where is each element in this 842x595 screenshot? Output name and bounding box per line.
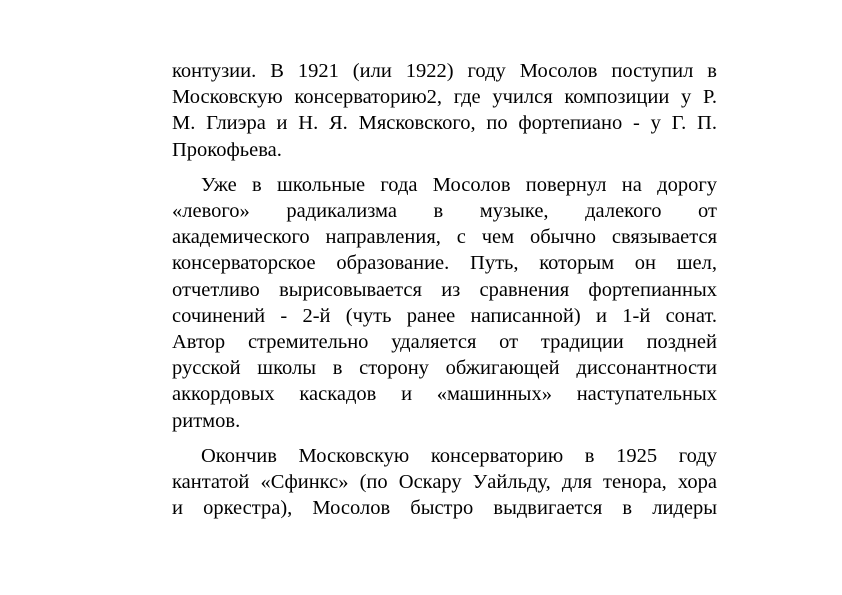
text-line: Прокофьева.	[172, 138, 282, 161]
text-line: «левого» радикализма в музыке, далекого от	[172, 200, 717, 223]
document-text	[172, 58, 717, 521]
text-line: русской школы в сторону обжигающей диссонантности	[172, 357, 717, 380]
text-line: кантатой «Сфинкс» (по Оскару Уайльду, для тенора, хора	[172, 471, 717, 494]
text-line: сочинений - 2-й (чуть ранее написанной) и 1-й сонат.	[172, 304, 717, 327]
text-line: и оркестра), Мосолов быстро выдвигается в лидеры	[172, 497, 717, 520]
text-line: консерваторское образование. Путь, которым он шел,	[172, 252, 717, 275]
text-line: контузии. В 1921 (или 1922) году Мосолов поступил в	[172, 60, 717, 82]
paragraph-2	[172, 172, 717, 434]
text-line: Окончив Московскую консерваторию в 1925 году	[201, 444, 717, 467]
text-line: Московскую консерваторию2, где учился композиции у Р.	[172, 86, 717, 109]
text-line: М. Глиэра и Н. Я. Мясковского, по фортепиано - у Г. П.	[172, 112, 717, 135]
paragraph-3	[172, 443, 717, 522]
text-line: Уже в школьные года Мосолов повернул на дорогу	[201, 173, 717, 196]
text-line: отчетливо вырисовывается из сравнения фортепианных	[172, 278, 717, 301]
text-line: ритмов.	[172, 409, 241, 432]
text-line: Автор стремительно удаляется от традиции поздней	[172, 331, 717, 354]
paragraph-1	[172, 58, 717, 163]
text-line: аккордовых каскадов и «машинных» наступательных	[172, 383, 717, 406]
text-line: академического направления, с чем обычно связывается	[172, 226, 717, 249]
